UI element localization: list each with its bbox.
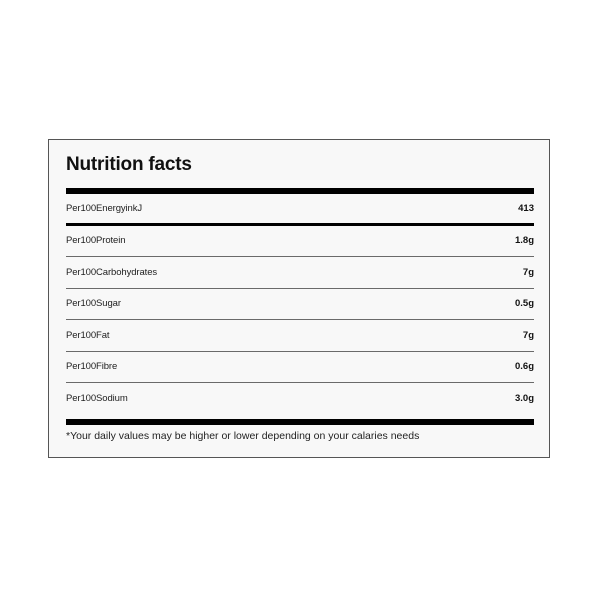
nutrition-row-carbohydrates	[66, 257, 534, 289]
nutrition-table	[66, 194, 534, 415]
nutrition-facts-title: Nutrition facts	[66, 154, 192, 175]
daily-values-footnote: *Your daily values may be higher or lower depending on your calaries needs	[66, 430, 420, 442]
nutrition-row-energy	[66, 194, 534, 226]
nutrition-row-fat	[66, 320, 534, 352]
nutrient-value: 3.0g	[514, 393, 534, 405]
bottom-thick-divider	[66, 419, 534, 425]
nutrient-label: Per100EnergyinkJ	[66, 202, 143, 214]
nutrient-value: 7g	[522, 266, 534, 278]
nutrient-label: Per100Protein	[66, 235, 126, 247]
nutrient-label: Per100Fibre	[66, 361, 118, 373]
nutrient-value: 0.5g	[514, 298, 534, 310]
nutrient-value: 413	[518, 202, 534, 214]
nutrition-row-fibre	[66, 352, 534, 384]
nutrient-value: 0.6g	[514, 361, 534, 373]
nutrition-row-sugar	[66, 289, 534, 321]
nutrient-value: 7g	[522, 329, 534, 341]
nutrition-row-protein	[66, 226, 534, 258]
nutrient-label: Per100Sugar	[66, 298, 121, 310]
nutrition-row-sodium	[66, 383, 534, 415]
nutrient-label: Per100Sodium	[66, 393, 128, 405]
nutrient-label: Per100Carbohydrates	[66, 266, 158, 278]
nutrient-label: Per100Fat	[66, 329, 110, 341]
nutrient-value: 1.8g	[514, 235, 534, 247]
nutrition-facts-panel	[48, 139, 550, 458]
